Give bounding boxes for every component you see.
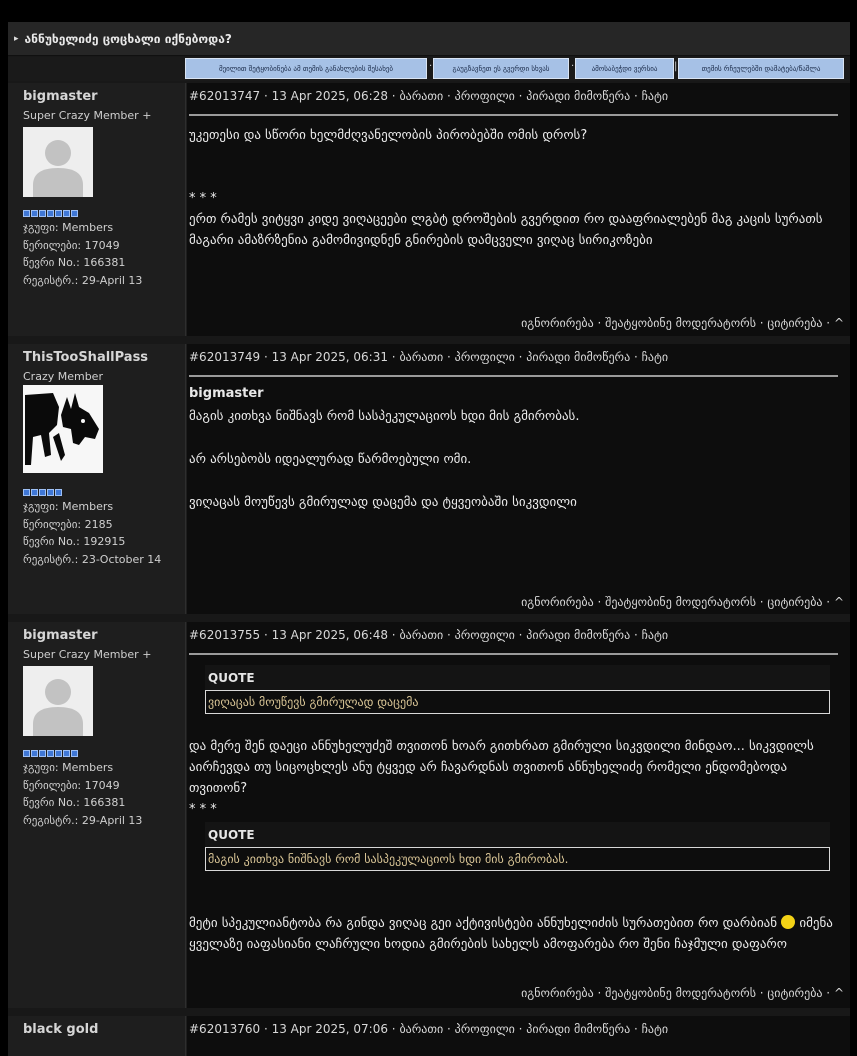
author-stats	[23, 759, 142, 829]
author-post-count: წერილები: 2185	[23, 517, 113, 531]
quote-label: QUOTE	[208, 670, 255, 685]
post-text: და მერე შენ დაეცი ანნუხელუძეშ თვითონ ხოარ გითხრათ გმირული სიკვდილი მინდაო... სიკვდილს აირჩევდა თუ სიცოცხლეს ანუ ტყვედ არ ჩავარდნას თვითონ ანნუხელიძე რომელი ენდომებოდა თვითონ?	[189, 739, 814, 796]
quote-block	[205, 822, 830, 871]
send-page-button[interactable]: გაუგზავნეთ ეს გვერდი სხვას	[433, 58, 569, 79]
donkey-avatar-icon	[23, 385, 103, 473]
post-id-date[interactable]: #62013760 · 13 Apr 2025, 07:06 ·	[189, 1022, 400, 1036]
post-text: ერთ რამეს ვიტყვი კიდე ვიღაცეები ლგბტ დროშების გვერდით რო დააფრიალებენ მაგ კაცის სურათს მაგარი ამაზრზენია გამომივიდნენ გნირების დამცველი ვიღაც სირიკოზები	[189, 212, 823, 248]
avatar	[23, 127, 93, 197]
author-panel	[8, 83, 186, 336]
post-text-part: იმენა ყველაზე იაფასიანი ლაჩრული ხოდია გმირების სახელს ამოფარება რო შენი ჩაჯმული დაფარო	[189, 916, 833, 952]
author-name[interactable]: ThisTooShallPass	[23, 350, 149, 365]
post-id-date[interactable]: #62013755 · 13 Apr 2025, 06:48 ·	[189, 628, 400, 642]
post-id-date[interactable]: #62013747 · 13 Apr 2025, 06:28 ·	[189, 89, 400, 103]
author-panel	[8, 622, 186, 1008]
post-separator: * * *	[189, 802, 217, 817]
avatar	[23, 385, 103, 473]
quote-text: ვიღაცას მოუწევს გმირულად დაცემა	[205, 690, 830, 714]
post-body	[187, 622, 850, 1008]
separator: |	[674, 61, 678, 72]
quote-text: მაგის კითხვა ნიშნავს რომ სასპეკულაციოს ხდი მის გმირობას.	[205, 847, 830, 871]
post-user-links[interactable]: ბარათი · პროფილი · პირადი მიმოწერა · ჩატი	[399, 350, 669, 364]
author-group: ჯგუფი: Members	[23, 500, 114, 513]
quote-label: QUOTE	[208, 827, 255, 842]
post-footer-links[interactable]: იგნორირება · შეატყობინე მოდერატორს · ციტირება · ^	[521, 986, 844, 1000]
author-group: ჯგუფი: Members	[23, 761, 114, 774]
default-avatar-icon	[23, 127, 93, 197]
post-body	[187, 344, 850, 614]
post	[8, 83, 850, 336]
rank-stars	[23, 750, 78, 757]
post	[8, 622, 850, 1008]
author-stats	[23, 219, 142, 289]
thread-title: ანნუხელიძე ცოცხალი იქნებოდა?	[24, 31, 232, 46]
post-meta	[189, 350, 668, 364]
author-rank: Crazy Member	[23, 370, 103, 383]
post-body	[187, 83, 850, 336]
author-stats	[23, 498, 161, 568]
quote-block	[205, 665, 830, 714]
post-meta	[189, 1022, 668, 1036]
print-version-button[interactable]: ამოსაბეჭდი ვერსია	[575, 58, 674, 79]
author-member-no: წევრი No.: 166381	[23, 796, 126, 809]
rank-stars	[23, 489, 62, 496]
author-post-count: წერილები: 17049	[23, 238, 120, 252]
post-user-links[interactable]: ბარათი · პროფილი · პირადი მიმოწერა · ჩატი	[399, 89, 669, 103]
post-text-part: მეტი სპეკულიანტობა რა გინდა ვიღაც გეი აქტივისტები ანნუხელიძის სურათებით რო დარბიან	[189, 916, 782, 931]
author-registered: რეგისტრ.: 29-April 13	[23, 813, 143, 827]
post-meta	[189, 628, 668, 642]
post-user-links[interactable]: ბარათი · პროფილი · პირადი მიმოწერა · ჩატი	[399, 1022, 669, 1036]
avatar	[23, 666, 93, 736]
author-name[interactable]: bigmaster	[23, 89, 98, 104]
author-member-no: წევრი No.: 166381	[23, 256, 126, 269]
favorite-toggle-button[interactable]: თემის რჩეულებში დამატება/წაშლა	[678, 58, 844, 79]
separator: ·	[571, 61, 575, 72]
post-id-date[interactable]: #62013749 · 13 Apr 2025, 06:31 ·	[189, 350, 400, 364]
divider	[189, 375, 838, 377]
post	[8, 344, 850, 614]
author-registered: რეგისტრ.: 29-April 13	[23, 273, 143, 287]
post-text	[189, 913, 838, 955]
author-post-count: წერილები: 17049	[23, 778, 120, 792]
chevron-right-icon: ▸	[14, 33, 19, 44]
default-avatar-icon	[23, 666, 93, 736]
post-body	[187, 1016, 850, 1056]
post-separator: * * *	[189, 191, 217, 206]
author-rank: Super Crazy Member +	[23, 648, 152, 661]
post-meta	[189, 89, 668, 103]
post-text: არ არსებობს იდეალურად წარმოებული ომი.	[189, 452, 472, 467]
post-text: ვიღაცას მოუწევს გმირულად დაცემა და ტყვეობაში სიკვდილი	[189, 495, 577, 510]
rank-stars	[23, 210, 78, 217]
quoted-author: bigmaster	[189, 386, 264, 401]
separator: ·	[429, 61, 433, 72]
author-name[interactable]: black gold	[23, 1022, 99, 1037]
thread-title-bar	[8, 22, 850, 56]
forum-frame	[8, 22, 850, 1037]
thread-actions	[8, 57, 850, 81]
author-group: ჯგუფი: Members	[23, 221, 114, 234]
post-text: უკეთესი და სწორი ხელმძღვანელობის პირობებში ომის დროს?	[189, 128, 588, 143]
post-footer-links[interactable]: იგნორირება · შეატყობინე მოდერატორს · ციტირება · ^	[521, 595, 844, 609]
author-panel	[8, 344, 186, 614]
email-notify-button[interactable]: მეილით შეტყობინება ამ თემის განახლების შესახებ	[185, 58, 427, 79]
post-user-links[interactable]: ბარათი · პროფილი · პირადი მიმოწერა · ჩატი	[399, 628, 669, 642]
author-registered: რეგისტრ.: 23-October 14	[23, 552, 162, 566]
post-text: მაგის კითხვა ნიშნავს რომ სასპეკულაციოს ხდი მის გმირობას.	[189, 409, 580, 424]
smiley-icon	[781, 915, 795, 929]
post-footer-links[interactable]: იგნორირება · შეატყობინე მოდერატორს · ციტირება · ^	[521, 316, 844, 330]
author-member-no: წევრი No.: 192915	[23, 535, 126, 548]
author-panel	[8, 1016, 186, 1056]
author-rank: Super Crazy Member +	[23, 109, 152, 122]
divider	[189, 114, 838, 116]
post	[8, 1016, 850, 1056]
divider	[189, 653, 838, 655]
author-name[interactable]: bigmaster	[23, 628, 98, 643]
